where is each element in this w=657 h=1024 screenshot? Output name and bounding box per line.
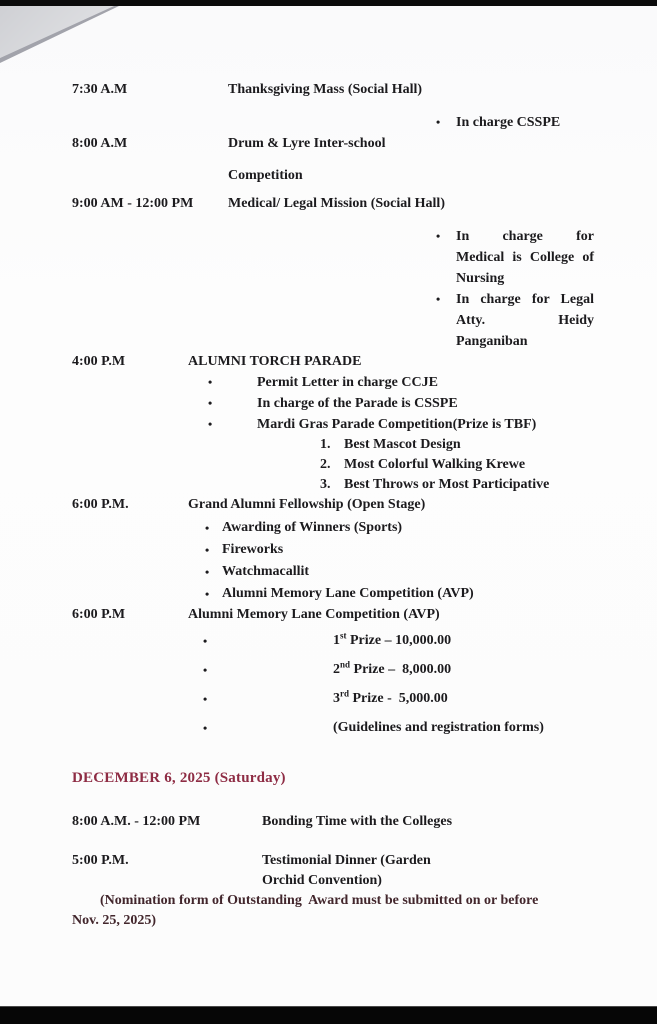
schedule-row xyxy=(72,80,612,100)
sub-bullet xyxy=(208,393,612,414)
schedule-row xyxy=(72,605,612,625)
side-note-line: Nursing xyxy=(456,271,505,286)
event-title-lines xyxy=(262,812,612,832)
schedule-content xyxy=(72,80,612,931)
time-label: 6:00 P.M xyxy=(72,607,126,622)
sub-bullet-text: Permit Letter in charge CCJE xyxy=(257,375,438,390)
side-note-line: Atty. Heidy xyxy=(456,313,594,328)
fellowship-bullet xyxy=(205,561,612,583)
event-title: Grand Alumni Fellowship (Open Stage) xyxy=(188,497,426,512)
prize-item-text xyxy=(333,689,612,709)
side-note-line: Medical is College of xyxy=(456,250,594,265)
numbered-item-number: 3. xyxy=(320,477,331,492)
schedule-row xyxy=(72,194,612,214)
fellowship-bullet xyxy=(205,583,612,605)
event-title: ALUMNI TORCH PARADE xyxy=(188,354,362,369)
event-title: Medical/ Legal Mission (Social Hall) xyxy=(228,196,445,211)
event-title: Thanksgiving Mass (Social Hall) xyxy=(228,82,423,97)
bullet-icon: • xyxy=(436,115,441,129)
prize-ordinal-suffix: rd xyxy=(340,688,349,699)
side-note-lines xyxy=(456,226,594,289)
prize-amount: Prize - 5,000.00 xyxy=(352,691,448,706)
time-label: 8:00 A.M. - 12:00 PM xyxy=(72,814,201,829)
prize-ordinal-suffix: nd xyxy=(340,659,351,670)
event-title-lines xyxy=(228,80,612,100)
numbered-item-text: Most Colorful Walking Krewe xyxy=(344,457,526,472)
photo-top-black-bar xyxy=(0,0,657,6)
event-title-lines xyxy=(188,495,612,515)
time-label: 4:00 P.M xyxy=(72,354,126,369)
footnote xyxy=(72,891,612,931)
numbered-item xyxy=(320,455,612,475)
sub-bullet xyxy=(208,414,612,435)
prize-item-text xyxy=(333,631,612,651)
fellowship-bullet-text: Fireworks xyxy=(222,542,284,557)
prize-item xyxy=(203,631,612,651)
numbered-item-number: 1. xyxy=(320,437,331,452)
event-title-lines xyxy=(262,851,612,891)
prize-ordinal-suffix: st xyxy=(340,630,347,641)
bullet-icon: • xyxy=(205,587,210,601)
schedule-row xyxy=(72,352,612,372)
numbered-item-text: Best Throws or Most Participative xyxy=(344,477,550,492)
event-title-lines xyxy=(188,352,612,372)
event-title: Testimonial Dinner (Garden xyxy=(262,853,431,868)
footnote-line: Nov. 25, 2025) xyxy=(72,913,156,928)
event-title-lines xyxy=(228,194,612,214)
time-label: 7:30 A.M xyxy=(72,82,128,97)
schedule-row xyxy=(72,134,612,186)
bullet-icon: • xyxy=(203,692,208,706)
side-note-line: In charge for xyxy=(456,229,594,244)
prize-item xyxy=(203,660,612,680)
numbered-item-number: 2. xyxy=(320,457,331,472)
side-note-line: In charge CSSPE xyxy=(456,115,561,130)
prize-guidelines xyxy=(203,718,612,738)
event-title: Drum & Lyre Inter-school xyxy=(228,136,386,151)
time-label: 6:00 P.M. xyxy=(72,497,129,512)
bullet-icon: • xyxy=(203,634,208,648)
schedule-row xyxy=(72,495,612,515)
event-title-lines xyxy=(228,134,612,186)
bullet-icon: • xyxy=(208,396,213,410)
photo-bottom-black-bar xyxy=(0,1006,657,1024)
bullet-icon: • xyxy=(203,663,208,677)
side-note-bullet xyxy=(436,112,612,133)
prize-guidelines-text: (Guidelines and registration forms) xyxy=(333,720,544,735)
sub-bullet-text: Mardi Gras Parade Competition(Prize is TBF) xyxy=(257,417,537,432)
bullet-icon: • xyxy=(436,229,441,243)
bullet-icon: • xyxy=(205,521,210,535)
prize-ordinal: 3 xyxy=(333,691,340,706)
prize-item-text xyxy=(333,660,612,680)
event-title: Competition xyxy=(228,168,303,183)
side-note-bullet xyxy=(436,289,612,352)
event-title: Orchid Convention) xyxy=(262,873,382,888)
sub-bullet-text: In charge of the Parade is CSSPE xyxy=(257,396,458,411)
prize-ordinal: 2 xyxy=(333,662,340,677)
bullet-icon: • xyxy=(208,375,213,389)
event-title: Bonding Time with the Colleges xyxy=(262,814,453,829)
prize-ordinal: 1 xyxy=(333,633,340,648)
date-header: DECEMBER 6, 2025 (Saturday) xyxy=(72,770,286,786)
side-note-lines xyxy=(456,289,594,352)
numbered-item-text: Best Mascot Design xyxy=(344,437,461,452)
numbered-item xyxy=(320,435,612,455)
time-label: 8:00 A.M xyxy=(72,136,128,151)
sub-bullet xyxy=(208,372,612,393)
schedule-row xyxy=(72,812,612,832)
fellowship-bullet-text: Alumni Memory Lane Competition (AVP) xyxy=(222,586,474,601)
bullet-icon: • xyxy=(436,292,441,306)
fellowship-bullet-text: Watchmacallit xyxy=(222,564,310,579)
side-note-bullet xyxy=(436,226,612,289)
side-note-line: In charge for Legal xyxy=(456,292,594,307)
footnote-line: (Nomination form of Outstanding Award must be submitted on or before xyxy=(100,893,539,908)
bullet-icon: • xyxy=(203,721,208,735)
side-note-line: Panganiban xyxy=(456,334,528,349)
prize-amount: Prize – 10,000.00 xyxy=(350,633,452,648)
prize-item xyxy=(203,689,612,709)
time-label: 5:00 P.M. xyxy=(72,853,129,868)
event-title-lines xyxy=(188,605,612,625)
fellowship-bullet xyxy=(205,539,612,561)
event-title: Alumni Memory Lane Competition (AVP) xyxy=(188,607,440,622)
side-note-lines xyxy=(456,112,594,133)
time-label: 9:00 AM - 12:00 PM xyxy=(72,196,194,211)
bullet-icon: • xyxy=(208,417,213,431)
numbered-item xyxy=(320,475,612,495)
bullet-icon: • xyxy=(205,543,210,557)
prize-amount: Prize – 8,000.00 xyxy=(353,662,452,677)
schedule-row xyxy=(72,851,612,891)
fellowship-bullet xyxy=(205,517,612,539)
bullet-icon: • xyxy=(205,565,210,579)
fellowship-bullet-text: Awarding of Winners (Sports) xyxy=(222,520,403,535)
page-corner-fold xyxy=(0,6,130,64)
